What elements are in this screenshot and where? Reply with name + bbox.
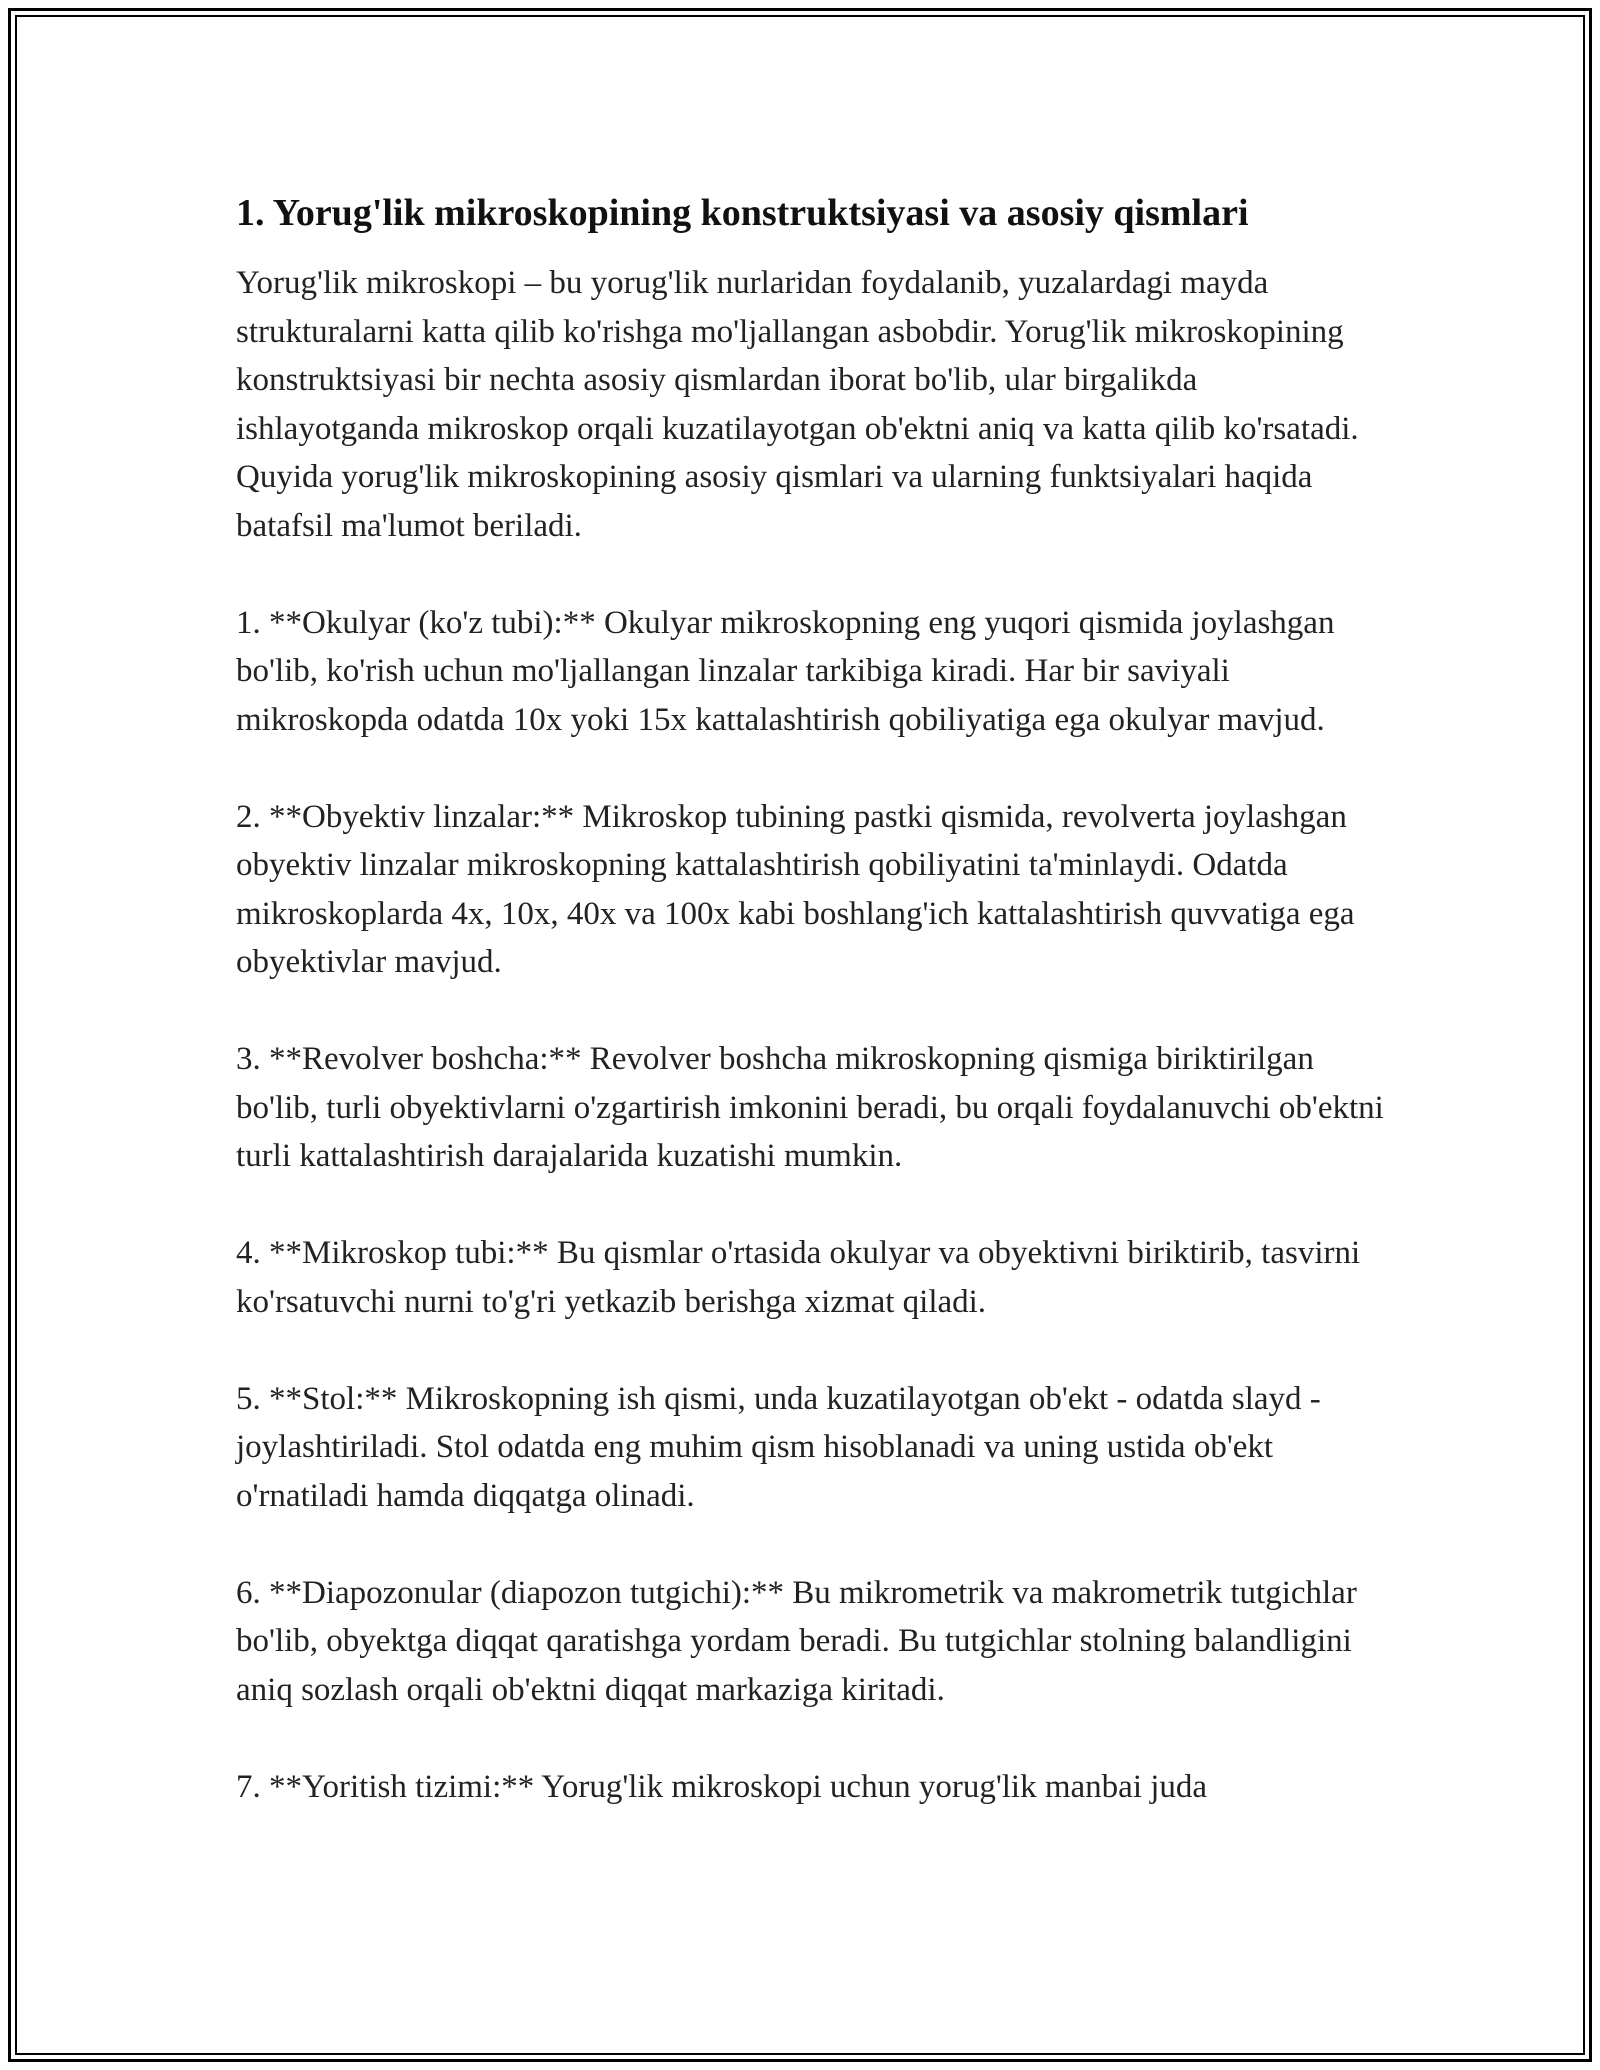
item-revolver-boshcha: 3. **Revolver boshcha:** Revolver boshcha mikroskopning qismiga biriktirilgan bo'lib, turli obyektivlarni o'zgartirish imkonini beradi, bu orqali foydalanuvchi ob'ektni turli kattalashtirish darajalarida kuzatishi mumkin. [236, 1041, 1384, 1174]
section-heading: 1. Yorug'lik mikroskopining konstruktsiyasi va asosiy qismlari [236, 192, 1249, 234]
item-stol: 5. **Stol:** Mikroskopning ish qismi, unda kuzatilayotgan ob'ekt - odatda slayd - joylashtiriladi. Stol odatda eng muhim qism hisoblanadi va uning ustida ob'ekt o'rnatiladi hamda diqqatga olinadi. [236, 1380, 1321, 1514]
intro-paragraph: Yorug'lik mikroskopi – bu yorug'lik nurlaridan foydalanib, yuzalardagi mayda strukturalarni katta qilib ko'rishga mo'ljallangan asbobdir. Yorug'lik mikroskopining konstruktsiyasi bir nechta asosiy qismlardan iborat bo'lib, ular birgalikda ishlayotganda mikroskop orqali kuzatilayotgan ob'ektni aniq va katta qilib ko'rsatadi. Quyida yorug'lik mikroskopining asosiy qismlari va ularning funktsiyalari haqida batafsil ma'lumot beriladi. [236, 265, 1359, 544]
item-obyektiv-linzalar: 2. **Obyektiv linzalar:** Mikroskop tubining pastki qismida, revolverta joylashgan obyektiv linzalar mikroskopning kattalashtirish qobiliyatini ta'minlaydi. Odatda mikroskoplarda 4x, 10x, 40x va 100x kabi boshlang'ich kattalashtirish quvvatiga ega obyektivlar mavjud. [236, 798, 1355, 980]
item-mikroskop-tubi: 4. **Mikroskop tubi:** Bu qismlar o'rtasida okulyar va obyektivni biriktirib, tasvirni ko'rsatuvchi nurni to'g'ri yetkazib berishga xizmat qiladi. [236, 1235, 1361, 1320]
item-okulyar: 1. **Okulyar (ko'z tubi):** Okulyar mikroskopning eng yuqori qismida joylashgan bo'lib, ko'rish uchun mo'ljallangan linzalar tarkibiga kiradi. Har bir saviyali mikroskopda odatda 10x yoki 15x kattalashtirish qobiliyatiga ega okulyar mavjud. [236, 604, 1335, 738]
item-diapozonular: 6. **Diapozonular (diapozon tutgichi):** Bu mikrometrik va makrometrik tutgichlar bo'lib, obyektga diqqat qaratishga yordam beradi. Bu tutgichlar stolning balandligini aniq sozlash orqali ob'ektni diqqat markaziga kiritadi. [236, 1574, 1357, 1708]
document-body [236, 185, 1386, 1860]
item-yoritish-tizimi: 7. **Yoritish tizimi:** Yorug'lik mikroskopi uchun yorug'lik manbai juda [236, 1768, 1208, 1805]
